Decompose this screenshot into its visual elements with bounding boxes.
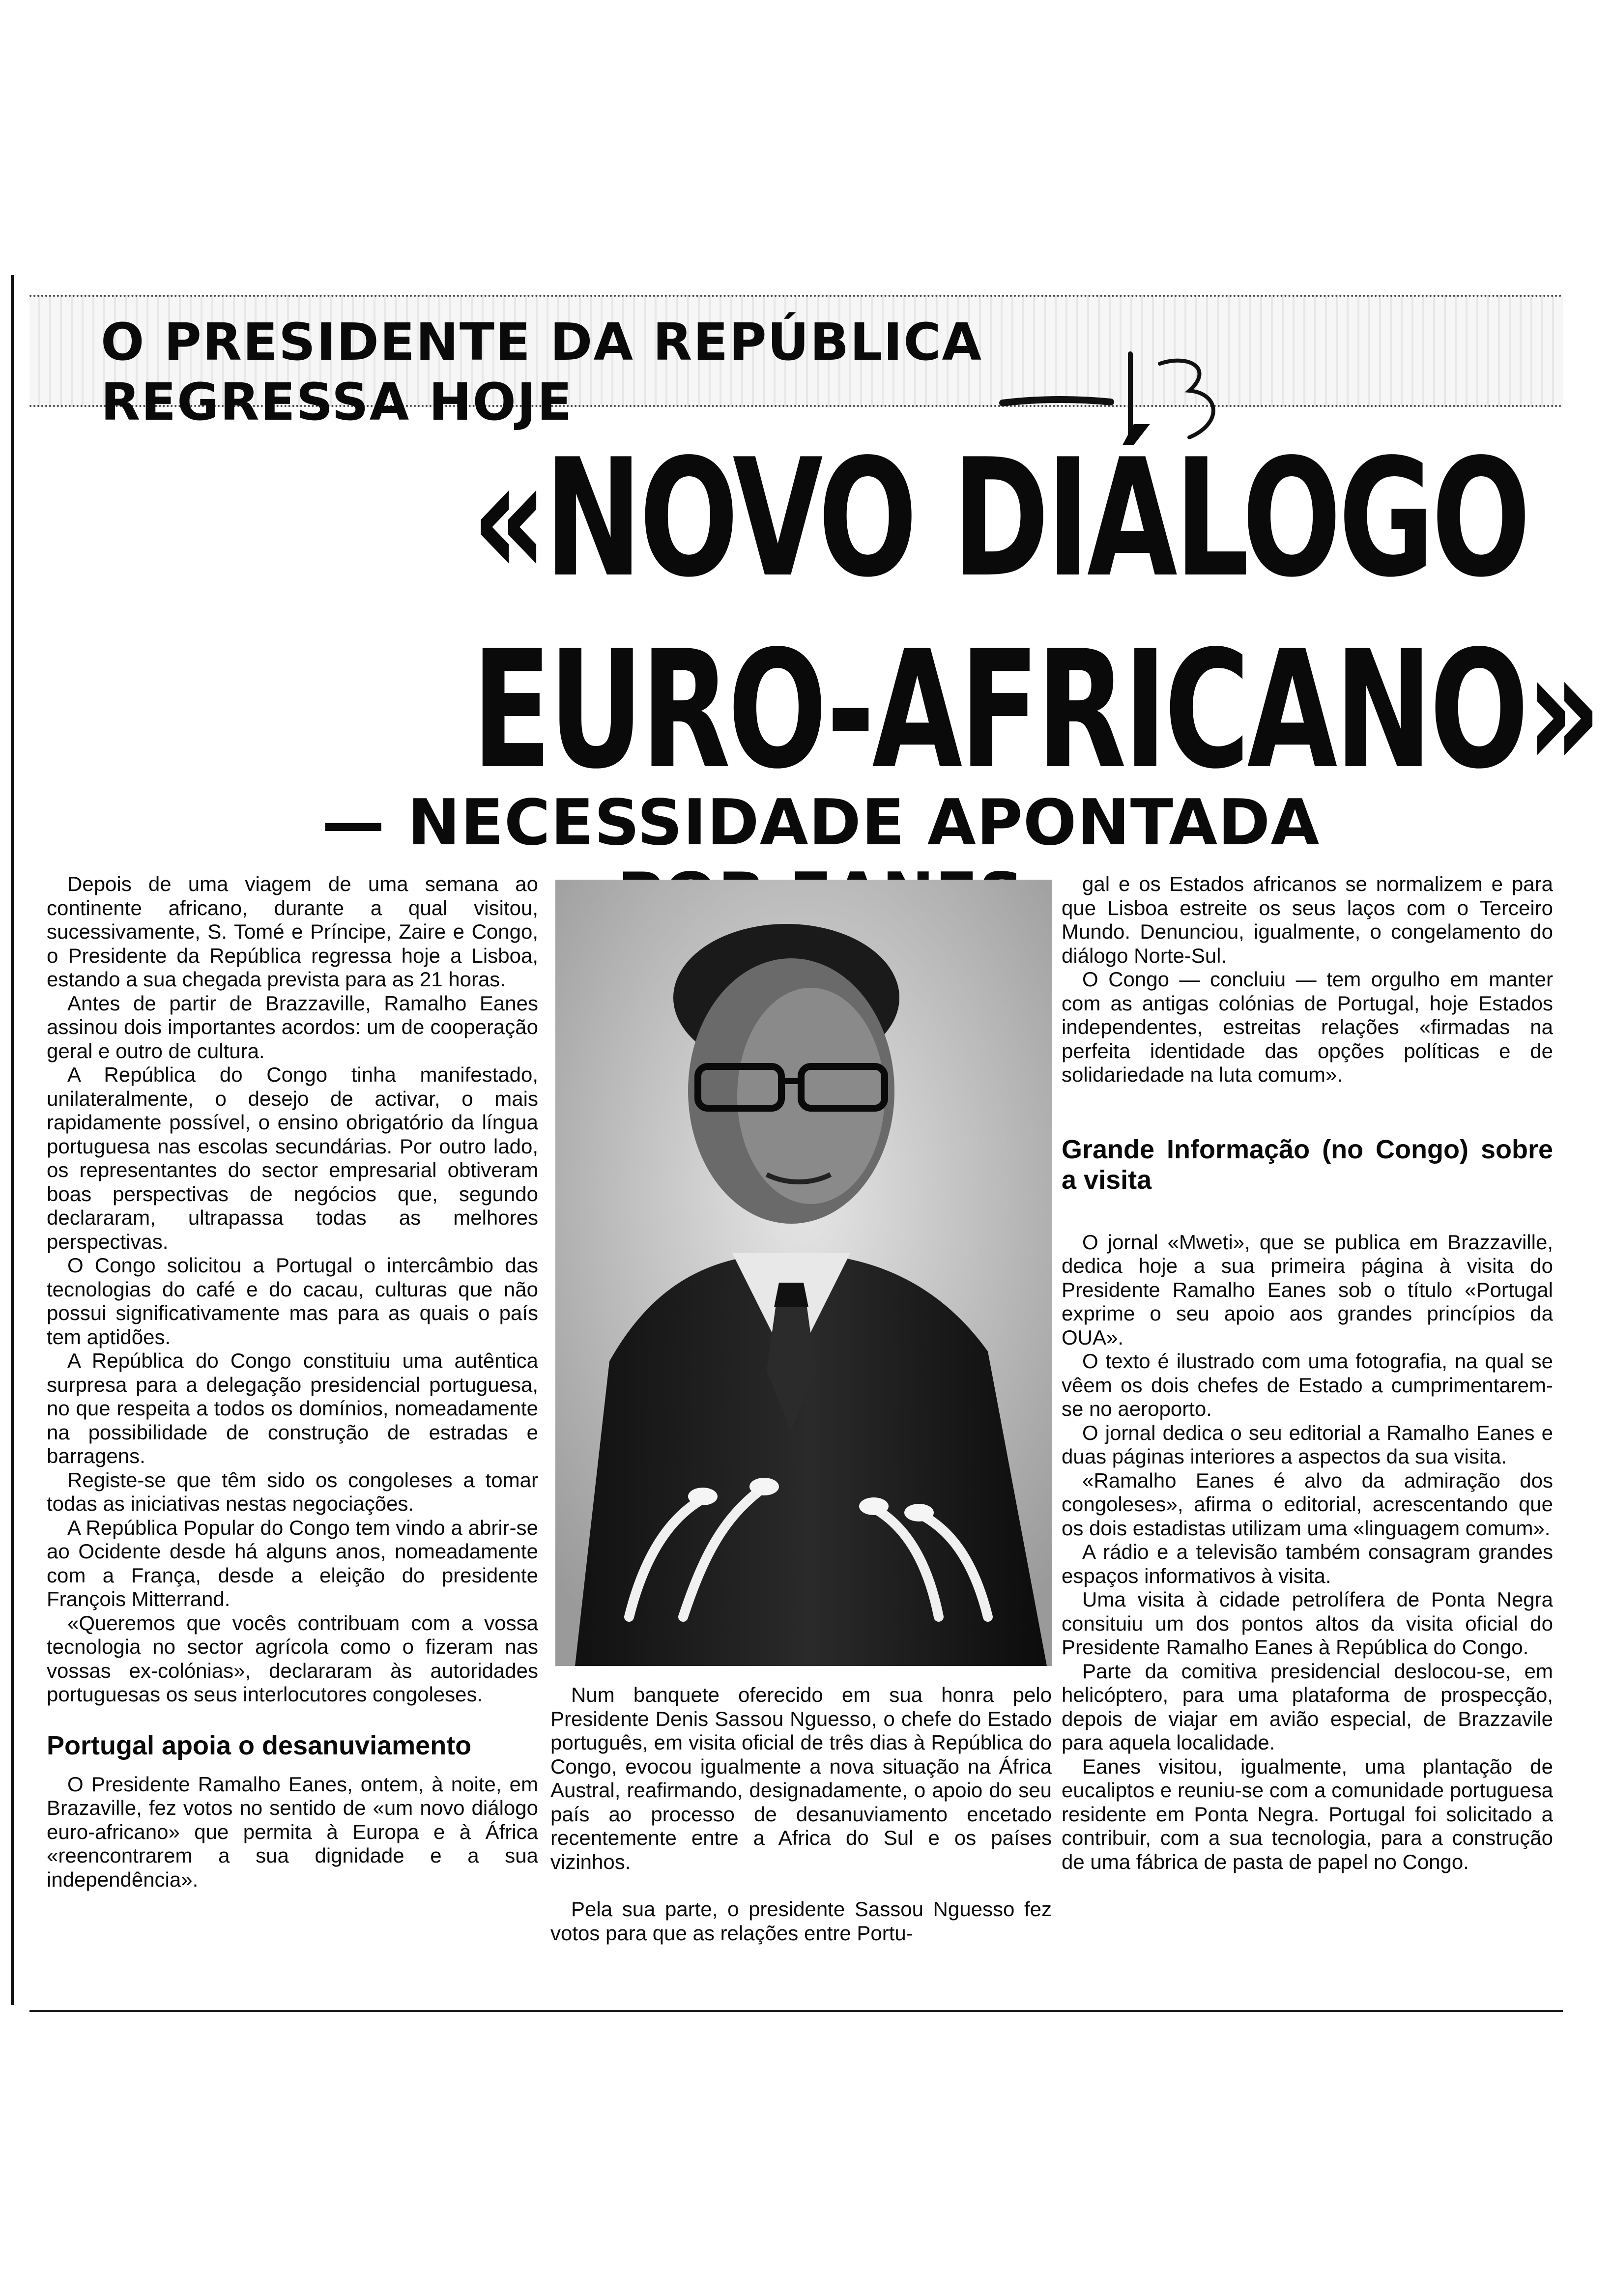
kicker-title: O PRESIDENTE DA REPÚBLICA REGRESSA HOJE: [101, 312, 983, 432]
paragraph: A República Popular do Congo tem vindo a abrir-se ao Ocidente desde há alguns anos, nomeadamente com a França, desde a eleição do presidente François Mitterrand.: [47, 1516, 538, 1610]
paragraph: O jornal dedica o seu editorial a Ramalho Eanes e duas páginas interiores a aspectos da sua visita.: [1062, 1421, 1553, 1468]
paragraph: Eanes visitou, igualmente, uma plantação de eucaliptos e reuniu-se com a comunidade portuguesa residente em Ponta Negra. Portugal foi solicitado a contribuir, com a sua tecnologia, para a construção de uma fábrica de pasta de papel no Congo.: [1062, 1754, 1553, 1873]
paragraph: Registe-se que têm sido os congoleses a tomar todas as iniciativas nestas negociações.: [47, 1468, 538, 1515]
paragraph: O Presidente Ramalho Eanes, ontem, à noite, em Brazaville, fez votos no sentido de «um novo diálogo euro-africano» que permita à Europa e à África «reencontrarem a sua dignidade e a sua independência».: [47, 1772, 538, 1891]
paragraph: Depois de uma viagem de uma semana ao continente africano, durante a qual visitou, sucessivamente, S. Tomé e Príncipe, Zaire e Congo, o Presidente da República regressa hoje a Lisboa, estando a sua chegada prevista para as 21 horas.: [47, 872, 538, 991]
paragraph: A República do Congo constituiu uma autêntica surpresa para a delegação presidencial portuguesa, no que respeita a todos os domínios, nomeadamente na possibilidade de construção de estradas e barragens.: [47, 1349, 538, 1467]
paragraph: «Queremos que vocês contribuam com a vossa tecnologia no sector agrícola como o fizeram nas vossas ex-colónias», declararam às autoridades portuguesas os seus interlocutores congoleses.: [47, 1611, 538, 1706]
paragraph: O jornal «Mweti», que se publica em Brazzaville, dedica hoje a sua primeira página à visita do Presidente Ramalho Eanes sob o título «Portugal exprime o seu apoio aos grandes princípios da OUA».: [1062, 1230, 1553, 1349]
paragraph: O Congo solicitou a Portugal o intercâmbio das tecnologias do café e do cacau, culturas que não possui significativamente mas para as quais o país tem aptidões.: [47, 1254, 538, 1349]
article-column-right: [1062, 872, 1553, 1874]
headline-line-1: «NOVO DIÁLOGO: [472, 424, 1528, 613]
headline-line-2: EURO-AFRICANO»: [472, 616, 1599, 804]
paragraph: A rádio e a televisão também consagram grandes espaços informativos à visita.: [1062, 1540, 1553, 1587]
clipping-bottom-border: [29, 2010, 1563, 2012]
paragraph: gal e os Estados africanos se normalizem e para que Lisboa estreite os seus laços com o Terceiro Mundo. Denunciou, igualmente, o congelamento do diálogo Norte-Sul.: [1062, 872, 1553, 967]
paragraph: O texto é ilustrado com uma fotografia, na qual se vêem os dois chefes de Estado a cumprimentarem-se no aeroporto.: [1062, 1349, 1553, 1420]
portrait-photo: [555, 880, 1052, 1666]
paragraph: A República do Congo tinha manifestado, unilateralmente, o desejo de activar, o mais rapidamente possível, o ensino obrigatório da língua portuguesa nas escolas secundárias. Por outro lado, os representantes do sector empresarial obtiveram boas perspectivas de negócios que, segundo declararam, ultrapassa todas as melhores perspectivas.: [47, 1063, 538, 1253]
paragraph: Parte da comitiva presidencial deslocou-se, em helicóptero, para uma plataforma de prospecção, depois de viajar em avião especial, de Brazzavile para aquela localidade.: [1062, 1659, 1553, 1754]
section-heading: Portugal apoia o desanuviamento: [47, 1730, 472, 1760]
headline: [472, 423, 1599, 806]
paragraph: Antes de partir de Brazzaville, Ramalho Eanes assinou dois importantes acordos: um de cooperação geral e outro de cultura.: [47, 991, 538, 1062]
subheadline: — NECESSIDADE APONTADA: [321, 786, 1320, 860]
paragraph: Num banquete oferecido em sua honra pelo Presidente Denis Sassou Nguesso, o chefe do Estado português, em visita oficial de três dias à República do Congo, evocou igualmente a nova situação na África Austral, reafirmando, designadamente, o apoio do seu país ao processo de desanuviamento encetado recentemente entre a Africa do Sul e os países vizinhos.: [550, 1683, 1052, 1873]
paragraph: O Congo — concluiu — tem orgulho em manter com as antigas colónias de Portugal, hoje Estados independentes, estreitas relações «firmadas na perfeita identidade das opções políticas e de solidariedade na luta comum».: [1062, 968, 1553, 1086]
clipping-left-border: [11, 275, 14, 2005]
paragraph: Pela sua parte, o presidente Sassou Nguesso fez votos para que as relações entre Portu-: [550, 1897, 1052, 1945]
section-heading: Grande Informação (no Congo) sobre a visita: [1062, 1134, 1553, 1195]
article-column-middle: [550, 1683, 1052, 1945]
article-column-left: [47, 872, 538, 1892]
paragraph: «Ramalho Eanes é alvo da admiração dos congoleses», afirma o editorial, acrescentando que os dois estadistas utilizam uma «linguagem comum».: [1062, 1468, 1553, 1540]
paragraph: Uma visita à cidade petrolífera de Ponta Negra consituiu um dos pontos altos da visita oficial do Presidente Ramalho Eanes à República do Congo.: [1062, 1588, 1553, 1659]
